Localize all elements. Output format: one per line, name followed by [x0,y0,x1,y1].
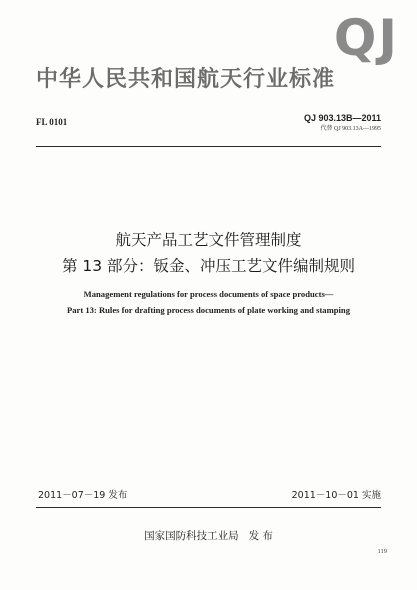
classification-code: FL 0101 [36,117,68,127]
implement-date: 2011－10－01 实施 [291,490,381,501]
standard-number: QJ 903.13B—2011 [303,113,381,123]
issuer-action: 发 布 [248,530,273,542]
issuer [0,530,417,543]
industry-standard-title: 中华人民共和国航天行业标准 [36,67,336,92]
document-title-cn: 航天产品工艺文件管理制度 [115,231,302,249]
issuer-name: 国家国防科技工业局 [144,530,239,542]
document-title-en: Management regulations for process documents of space products— [83,289,334,299]
document-subtitle-cn: 第 13 部分：钣金、冲压工艺文件编制规则 [61,257,356,275]
page-number: 119 [377,548,387,555]
bottom-divider [36,507,381,508]
publish-date: 2011－07－19 发布 [38,490,128,501]
document-subtitle-en: Part 13: Rules for drafting process documents of plate working and stamping [66,305,351,315]
top-divider [36,146,381,147]
replaces-standard: 代替 QJ 903.13A—1995 [320,126,381,132]
qj-logo: QJ [333,9,399,67]
